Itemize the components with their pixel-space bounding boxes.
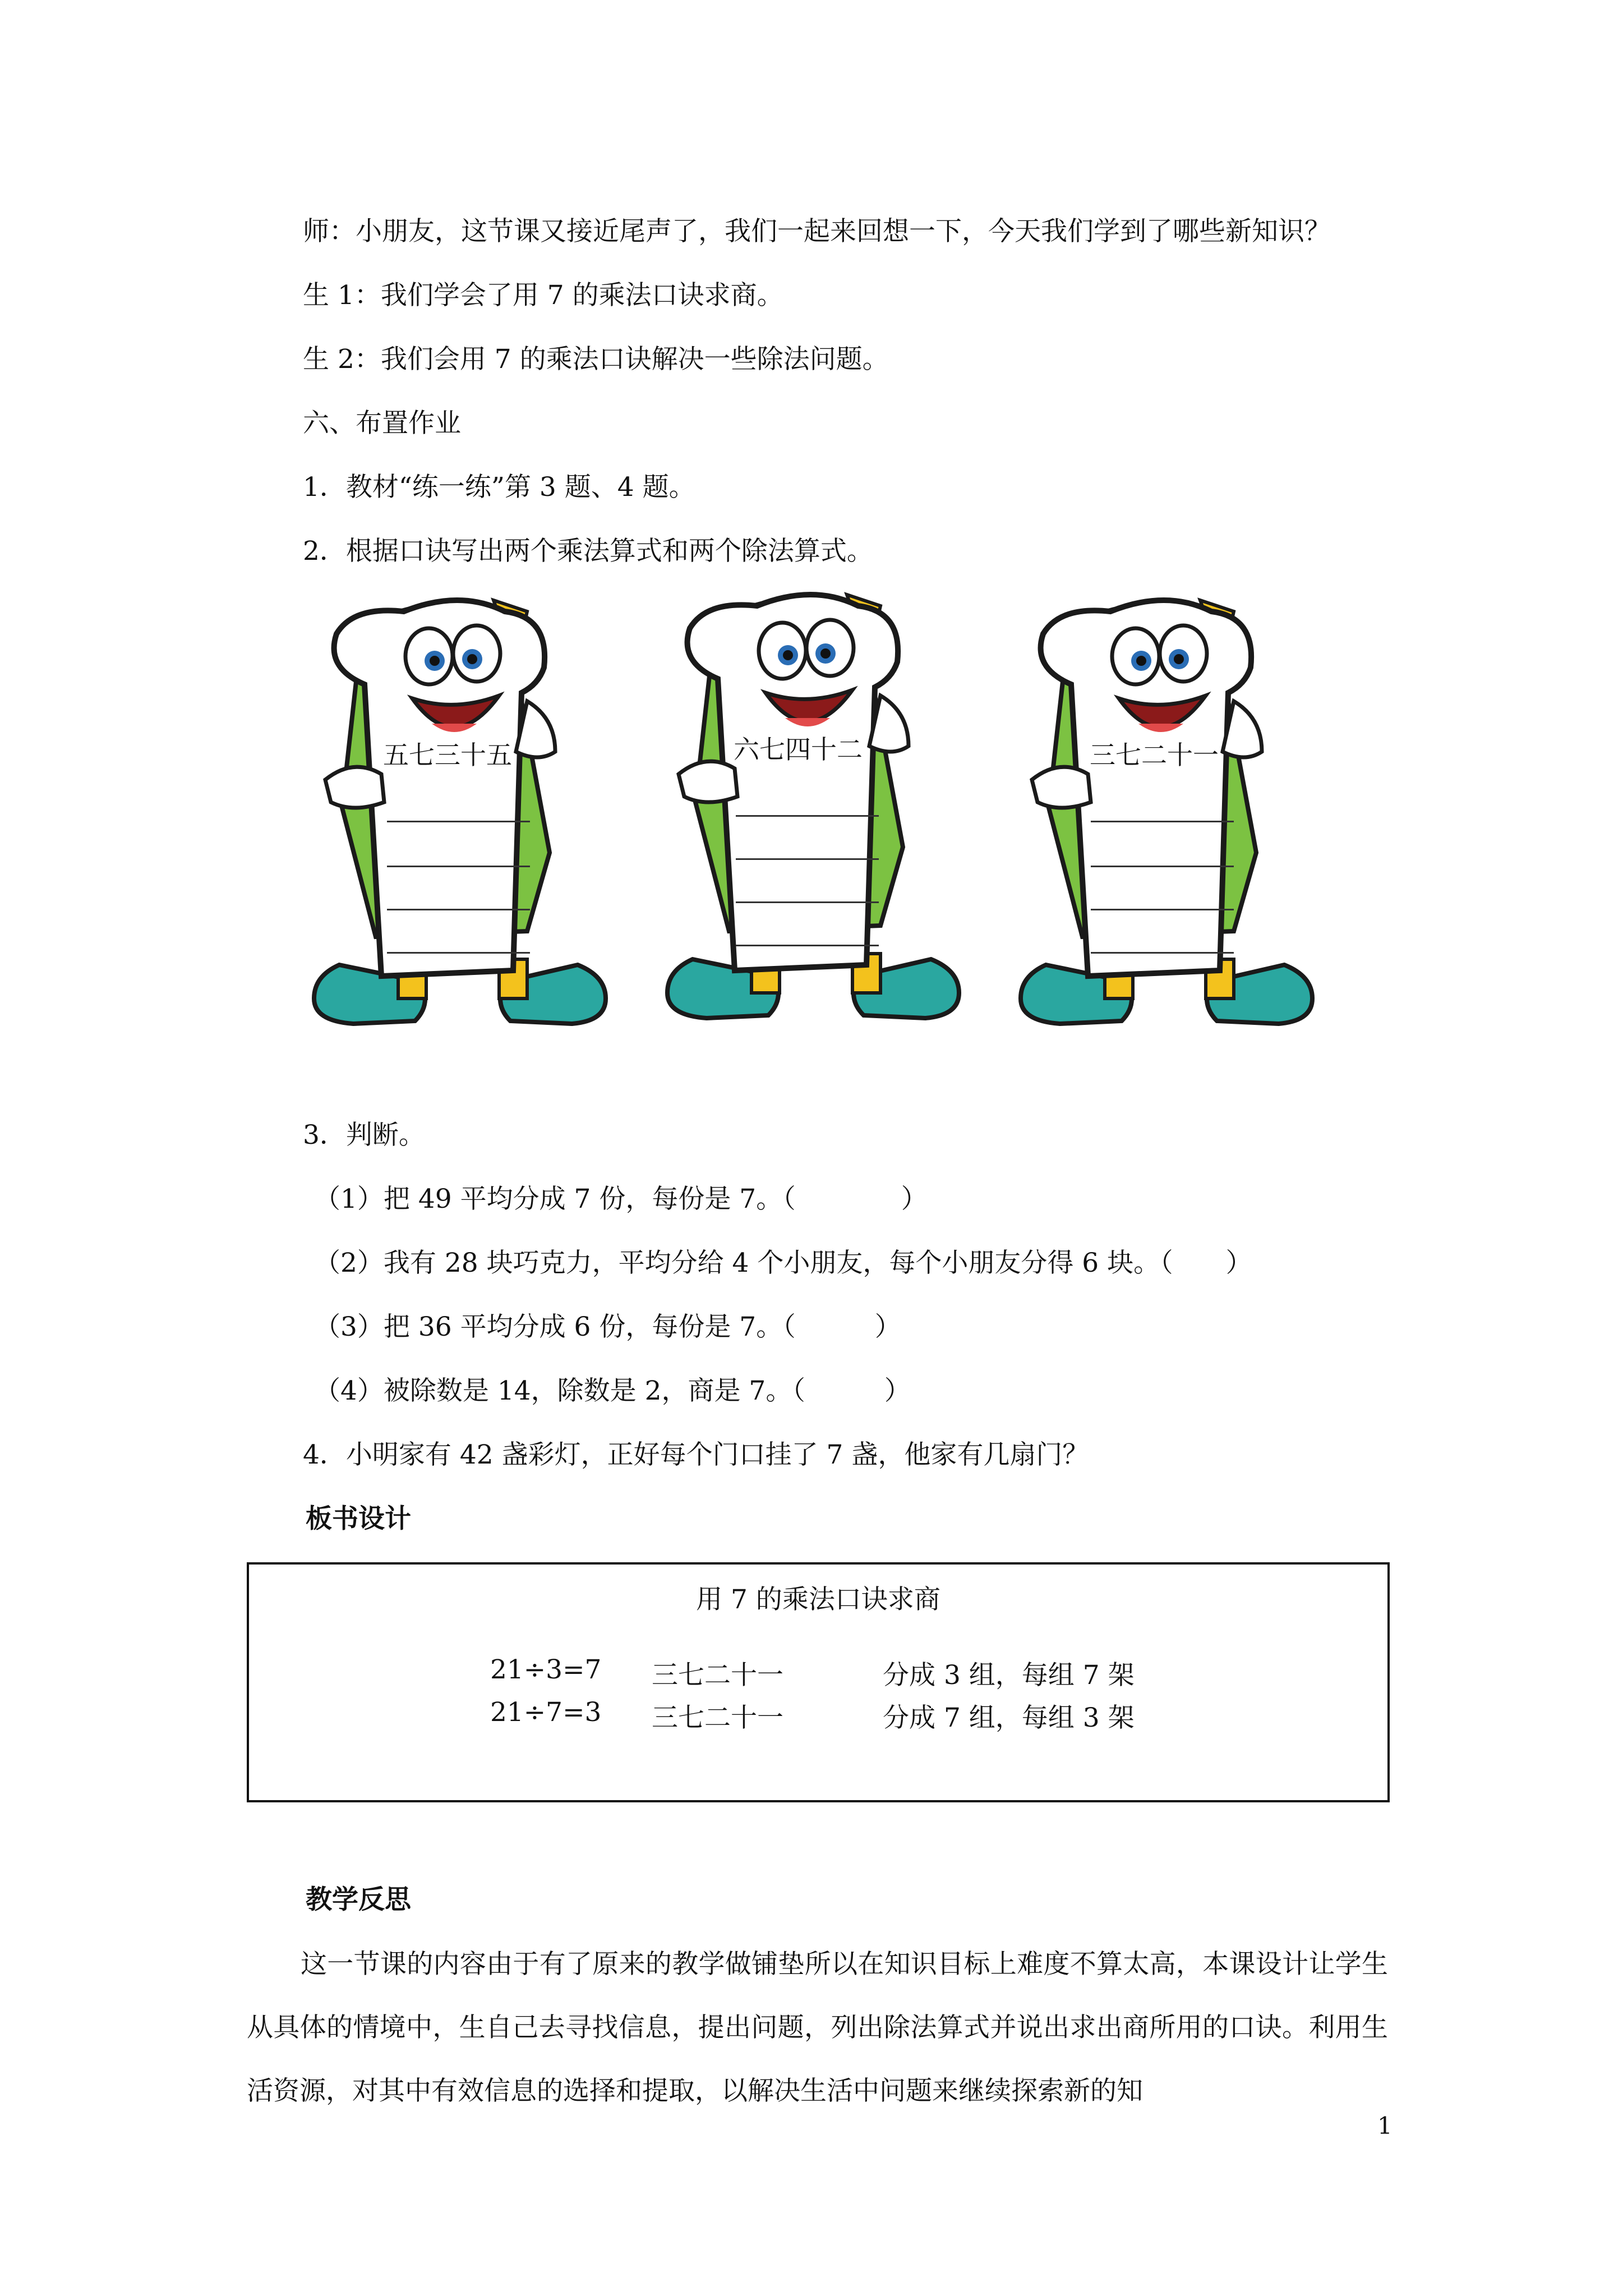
- judge-item-1: （1）把 49 平均分成 7 份，每份是 7。（ ）: [314, 1184, 928, 1214]
- board-description: 分成 7 组，每组 3 架: [883, 1703, 1135, 1733]
- page-number: 1: [1377, 2112, 1393, 2139]
- answer-blank[interactable]: [1091, 866, 1234, 867]
- character-2-rhyme: 六七四十二: [734, 734, 863, 765]
- bread-character-illustration: [645, 567, 981, 1060]
- answer-blank[interactable]: [387, 909, 530, 910]
- answer-blank[interactable]: [736, 901, 879, 903]
- bread-character-1: [292, 572, 628, 1066]
- judge-item-4: （4）被除数是 14，除数是 2，商是 7。（ ）: [314, 1375, 911, 1406]
- board-title: 用 7 的乘法口诀求商: [696, 1584, 940, 1615]
- text-line-student-1: 生 1：我们学会了用 7 的乘法口诀求商。: [303, 280, 783, 311]
- answer-blank[interactable]: [736, 945, 879, 946]
- board-description: 分成 3 组，每组 7 架: [883, 1660, 1135, 1691]
- answer-blank[interactable]: [387, 952, 530, 954]
- board-rhyme: 三七二十一: [652, 1703, 783, 1733]
- homework-item-4: 4．小明家有 42 盏彩灯，正好每个门口挂了 7 盏，他家有几扇门？: [303, 1439, 1089, 1470]
- character-3-rhyme: 三七二十一: [1090, 740, 1219, 770]
- board-design-box: [247, 1562, 1390, 1802]
- board-equation: 21÷3=7: [490, 1654, 602, 1685]
- board-rhyme: 三七二十一: [652, 1660, 783, 1691]
- homework-item-3: 3．判断。: [303, 1120, 425, 1151]
- answer-blank[interactable]: [1091, 821, 1234, 822]
- text-line-teacher: 师：小朋友，这节课又接近尾声了，我们一起来回想一下，今天我们学到了哪些新知识？: [303, 216, 1331, 247]
- bread-character-3: [998, 572, 1335, 1066]
- bread-character-illustration: [998, 572, 1335, 1066]
- board-equation: 21÷7=3: [490, 1697, 602, 1728]
- text-line-student-2: 生 2：我们会用 7 的乘法口诀解决一些除法问题。: [303, 344, 889, 375]
- answer-blank[interactable]: [736, 815, 879, 817]
- bread-character-2: [645, 567, 981, 1060]
- board-design-heading: 板书设计: [306, 1503, 411, 1534]
- reflection-paragraph: 这一节课的内容由于有了原来的教学做铺垫所以在知识目标上难度不算太高，本课设计让学生从具体的情境中，生自己去寻找信息，提出问题，列出除法算式并说出求出商所用的口诀。利用生活资源，对其中有效信息的选择和提取，以解决生活中问题来继续探索新的知: [247, 1949, 1388, 2106]
- homework-item-1: 1．教材“练一练”第 3 题、4 题。: [303, 472, 695, 503]
- bread-character-illustration: [292, 572, 628, 1066]
- character-1-rhyme: 五七三十五: [383, 740, 512, 770]
- answer-blank[interactable]: [387, 866, 530, 867]
- reflection-heading: 教学反思: [306, 1884, 411, 1915]
- section-heading-homework: 六、布置作业: [303, 408, 461, 439]
- answer-blank[interactable]: [736, 858, 879, 860]
- answer-blank[interactable]: [387, 821, 530, 822]
- judge-item-2: （2）我有 28 块巧克力，平均分给 4 个小朋友，每个小朋友分得 6 块。（ ）: [314, 1248, 1252, 1278]
- answer-blank[interactable]: [1091, 952, 1234, 954]
- judge-item-3: （3）把 36 平均分成 6 份，每份是 7。（ ）: [314, 1312, 901, 1342]
- homework-item-2: 2．根据口诀写出两个乘法算式和两个除法算式。: [303, 536, 873, 567]
- answer-blank[interactable]: [1091, 909, 1234, 910]
